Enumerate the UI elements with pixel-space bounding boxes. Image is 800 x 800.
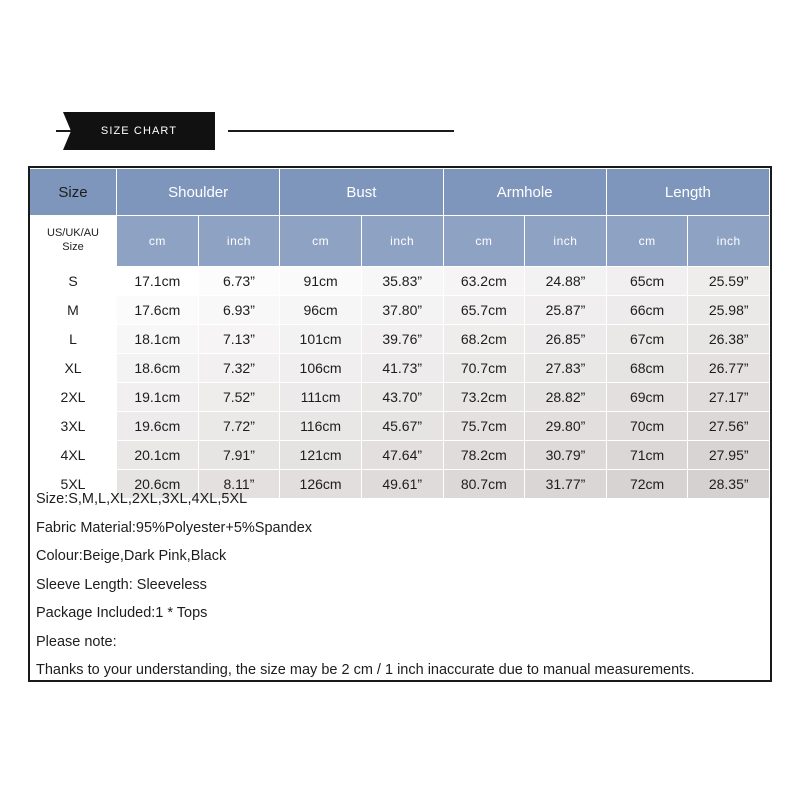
- table-row: [30, 412, 770, 441]
- cell-bust-cm: 126cm: [280, 470, 362, 499]
- cell-bust-cm: 101cm: [280, 325, 362, 354]
- cell-shoulder-inch: 7.91”: [198, 441, 280, 470]
- header-bust: Bust: [280, 169, 443, 216]
- cell-shoulder-cm: 19.1cm: [117, 383, 199, 412]
- cell-bust-cm: 96cm: [280, 296, 362, 325]
- row-size: 3XL: [30, 412, 117, 441]
- row-size: M: [30, 296, 117, 325]
- unit-length-cm: cm: [606, 216, 688, 267]
- cell-shoulder-inch: 6.93”: [198, 296, 280, 325]
- cell-shoulder-cm: 17.6cm: [117, 296, 199, 325]
- size-chart-banner: [44, 112, 454, 150]
- cell-bust-cm: 106cm: [280, 354, 362, 383]
- table-row: [30, 383, 770, 412]
- cell-length-inch: 26.77”: [688, 354, 770, 383]
- header-armhole: Armhole: [443, 169, 606, 216]
- banner-notch-left: [44, 124, 56, 137]
- cell-armhole-cm: 68.2cm: [443, 325, 525, 354]
- cell-length-cm: 71cm: [606, 441, 688, 470]
- note-colour: Colour:Beige,Dark Pink,Black: [36, 548, 227, 564]
- cell-bust-cm: 91cm: [280, 267, 362, 296]
- cell-length-cm: 68cm: [606, 354, 688, 383]
- cell-shoulder-inch: 7.13”: [198, 325, 280, 354]
- cell-shoulder-inch: 8.11”: [198, 470, 280, 499]
- banner-title-wrap: [63, 112, 215, 150]
- cell-armhole-inch: 24.88”: [525, 267, 607, 296]
- banner-notch-right: [215, 124, 228, 137]
- header-length: Length: [606, 169, 769, 216]
- cell-bust-inch: 47.64”: [361, 441, 443, 470]
- size-chart-frame: [28, 166, 772, 682]
- cell-armhole-cm: 65.7cm: [443, 296, 525, 325]
- cell-bust-inch: 39.76”: [361, 325, 443, 354]
- cell-length-cm: 65cm: [606, 267, 688, 296]
- unit-length-inch: inch: [688, 216, 770, 267]
- unit-armhole-inch: inch: [525, 216, 607, 267]
- cell-armhole-cm: 80.7cm: [443, 470, 525, 499]
- header-region-line2: Size: [62, 241, 84, 253]
- table-header-row-top: [30, 169, 770, 216]
- note-package-included: Package Included:1 * Tops: [36, 605, 208, 621]
- cell-bust-inch: 37.80”: [361, 296, 443, 325]
- cell-bust-inch: 43.70”: [361, 383, 443, 412]
- cell-length-inch: 26.38”: [688, 325, 770, 354]
- banner-title: SIZE CHART: [100, 125, 178, 137]
- table-header-row-units: [30, 216, 770, 267]
- cell-length-inch: 25.59”: [688, 267, 770, 296]
- cell-armhole-inch: 26.85”: [525, 325, 607, 354]
- size-chart-table: [30, 168, 770, 499]
- cell-armhole-inch: 28.82”: [525, 383, 607, 412]
- row-size: 2XL: [30, 383, 117, 412]
- cell-shoulder-cm: 18.1cm: [117, 325, 199, 354]
- cell-length-inch: 27.17”: [688, 383, 770, 412]
- cell-shoulder-cm: 17.1cm: [117, 267, 199, 296]
- cell-length-cm: 72cm: [606, 470, 688, 499]
- cell-armhole-inch: 25.87”: [525, 296, 607, 325]
- unit-armhole-cm: cm: [443, 216, 525, 267]
- cell-shoulder-inch: 7.32”: [198, 354, 280, 383]
- cell-length-inch: 27.95”: [688, 441, 770, 470]
- cell-bust-cm: 111cm: [280, 383, 362, 412]
- cell-armhole-cm: 75.7cm: [443, 412, 525, 441]
- cell-bust-inch: 45.67”: [361, 412, 443, 441]
- unit-bust-inch: inch: [361, 216, 443, 267]
- cell-armhole-inch: 31.77”: [525, 470, 607, 499]
- cell-shoulder-cm: 18.6cm: [117, 354, 199, 383]
- cell-armhole-inch: 30.79”: [525, 441, 607, 470]
- cell-bust-inch: 35.83”: [361, 267, 443, 296]
- cell-armhole-inch: 29.80”: [525, 412, 607, 441]
- cell-length-inch: 28.35”: [688, 470, 770, 499]
- cell-shoulder-inch: 7.72”: [198, 412, 280, 441]
- note-fabric-material: Fabric Material:95%Polyester+5%Spandex: [36, 519, 313, 536]
- row-size: XL: [30, 354, 117, 383]
- unit-bust-cm: cm: [280, 216, 362, 267]
- row-size: 4XL: [30, 441, 117, 470]
- cell-shoulder-inch: 6.73”: [198, 267, 280, 296]
- header-size: Size: [30, 169, 117, 216]
- cell-shoulder-cm: 20.1cm: [117, 441, 199, 470]
- cell-armhole-cm: 63.2cm: [443, 267, 525, 296]
- table-row: [30, 296, 770, 325]
- cell-armhole-cm: 70.7cm: [443, 354, 525, 383]
- cell-bust-cm: 116cm: [280, 412, 362, 441]
- header-shoulder: Shoulder: [117, 169, 280, 216]
- cell-bust-cm: 121cm: [280, 441, 362, 470]
- row-size: S: [30, 267, 117, 296]
- cell-bust-inch: 49.61”: [361, 470, 443, 499]
- row-size: 5XL: [30, 470, 117, 499]
- cell-length-cm: 70cm: [606, 412, 688, 441]
- cell-length-inch: 25.98”: [688, 296, 770, 325]
- cell-armhole-inch: 27.83”: [525, 354, 607, 383]
- row-size: L: [30, 325, 117, 354]
- unit-shoulder-inch: inch: [198, 216, 280, 267]
- note-sizes: Size:S,M,L,XL,2XL,3XL,4XL,5XL: [36, 491, 248, 507]
- note-sleeve-length: Sleeve Length: Sleeveless: [36, 576, 207, 593]
- table-row: [30, 441, 770, 470]
- note-measurement-disclaimer: Thanks to your understanding, the size may be 2 cm / 1 inch inaccurate due to manual measurements.: [36, 662, 695, 678]
- cell-length-cm: 69cm: [606, 383, 688, 412]
- cell-shoulder-cm: 19.6cm: [117, 412, 199, 441]
- cell-shoulder-inch: 7.52”: [198, 383, 280, 412]
- cell-bust-inch: 41.73”: [361, 354, 443, 383]
- cell-length-inch: 27.56”: [688, 412, 770, 441]
- header-region-line1: US/UK/AU: [47, 227, 99, 240]
- cell-length-cm: 67cm: [606, 325, 688, 354]
- product-notes: [30, 480, 770, 678]
- table-row: [30, 267, 770, 296]
- cell-armhole-cm: 78.2cm: [443, 441, 525, 470]
- header-region-size: [30, 216, 117, 267]
- table-row: [30, 354, 770, 383]
- table-row: [30, 325, 770, 354]
- cell-shoulder-cm: 20.6cm: [117, 470, 199, 499]
- note-please-note: Please note:: [36, 633, 117, 650]
- cell-armhole-cm: 73.2cm: [443, 383, 525, 412]
- unit-shoulder-cm: cm: [117, 216, 199, 267]
- cell-length-cm: 66cm: [606, 296, 688, 325]
